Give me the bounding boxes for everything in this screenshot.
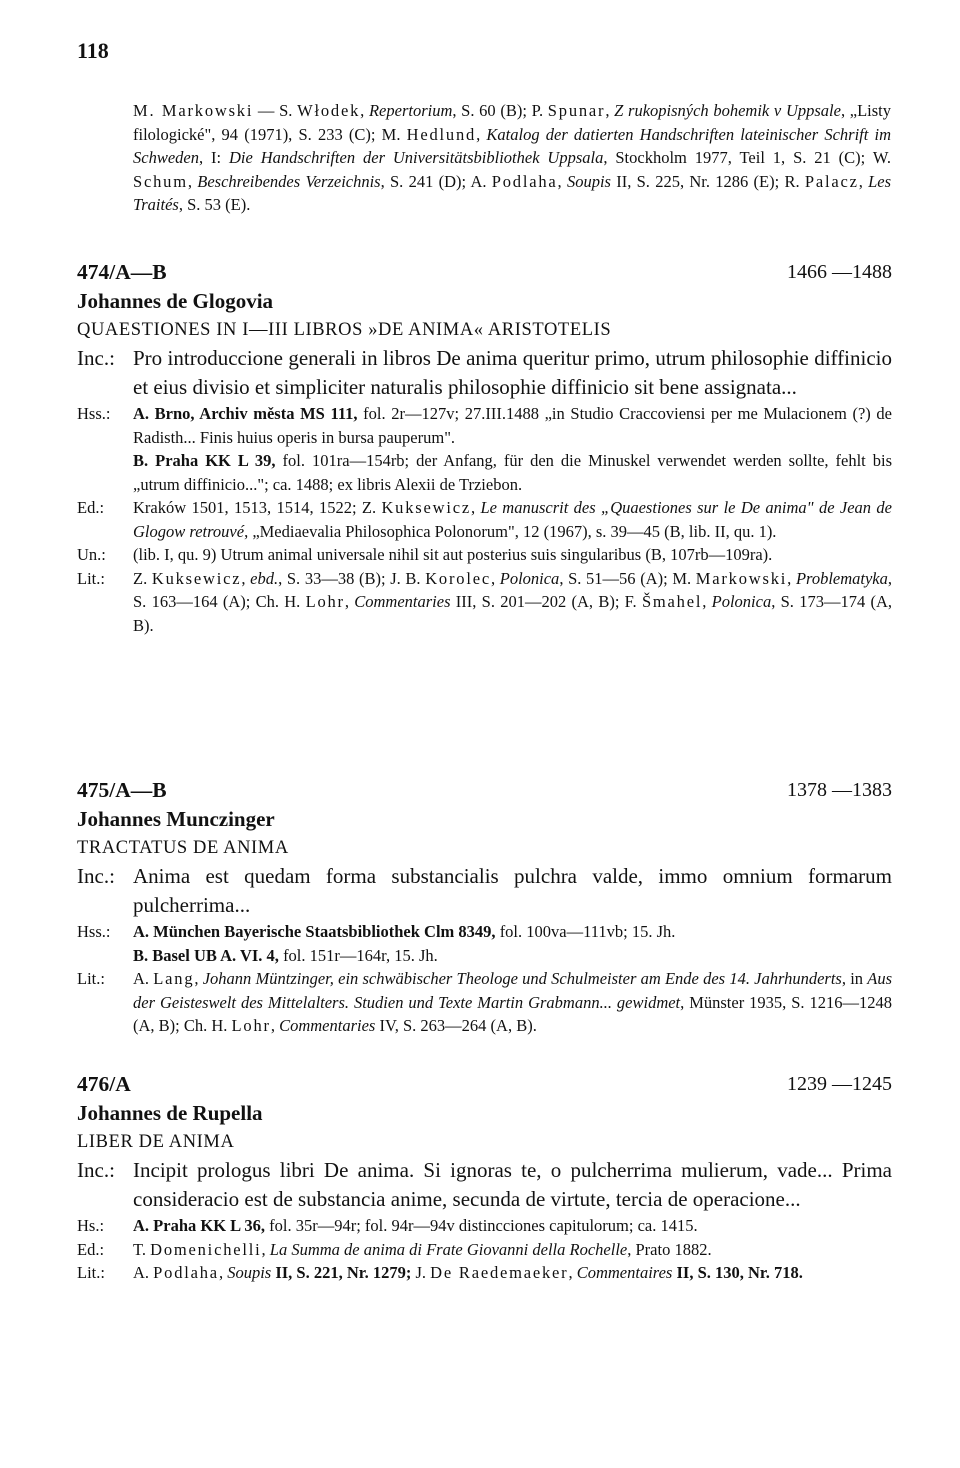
editions-text <box>133 496 892 543</box>
text: , Münster 1935, S. 1216—1248 (A, B); Ch. H. <box>133 992 892 1035</box>
text: , <box>261 1239 270 1259</box>
work-title: La Summa de anima di Frate Giovanni della Rochelle <box>269 1239 628 1259</box>
text: , <box>344 592 355 611</box>
work-title: Repertorium <box>368 101 453 120</box>
text: IV, S. 263—264 (A, B). <box>375 1016 537 1035</box>
text: Kraków 1501, 1513, 1514, 1522; Z. <box>133 498 382 517</box>
text: , S. 60 (B); P. <box>452 101 548 120</box>
text: , <box>360 101 369 120</box>
text: T. <box>133 1239 151 1259</box>
unedited-row <box>77 543 892 567</box>
entry-number: 476/A <box>77 1072 131 1096</box>
literature-label: Lit.: <box>77 969 105 988</box>
work-title: Z rukopisných bohemik v Uppsale <box>614 101 841 120</box>
entry-heading <box>77 258 892 286</box>
work-title: Le manuscrit des „Quaestiones sur le De anima" de Jean de Glogow retrouvé <box>133 498 892 541</box>
text: Z. <box>133 568 152 588</box>
incipit-text: Incipit prologus libri De anima. Si ignoras te, o pulcherrima mulierum, vade... Prima consideracio est de substancia anime, secunda de virtute, tercia de operacione... <box>133 1158 892 1211</box>
literature-label: Lit.: <box>77 1263 105 1282</box>
author: Lohr <box>305 592 345 611</box>
author: Schum <box>133 171 188 191</box>
entry-476 <box>77 1070 892 1285</box>
incipit-label: Inc.: <box>77 346 115 370</box>
manuscripts-row <box>77 920 892 967</box>
text: — S. <box>253 101 298 120</box>
work-title: ebd. <box>250 568 279 588</box>
shelfmark: A. München Bayerische Staatsbibliothek Clm 8349, <box>133 922 496 941</box>
page-number: 118 <box>77 38 109 63</box>
entry-475 <box>77 776 892 1038</box>
entry-number: 474/A—B <box>77 260 167 284</box>
text: fol. 100va—111vb; 15. Jh. <box>495 922 676 941</box>
entry-author: Johannes de Glogovia <box>77 289 274 313</box>
shelfmark: B. Basel UB A. VI. 4, <box>133 945 279 965</box>
intro-references <box>133 99 891 217</box>
text: , <box>218 1263 228 1282</box>
entry-heading <box>77 1070 892 1098</box>
text: , <box>858 171 869 191</box>
incipit-label: Inc.: <box>77 1158 115 1182</box>
text: , in <box>841 969 868 988</box>
text: , S. 241 (D); A. <box>380 171 492 191</box>
manuscripts-row <box>77 402 892 496</box>
incipit-text: Pro introduccione generali in libros De anima queritur primo, utrum philosophie diffinicio et eius divisio et simpliciter naturalis philosophie diffinicio sit bene assignata... <box>133 346 892 399</box>
text: fol. 2r—127v; 27.III.1488 „in Studio Craccoviensi per me Mulacionem (?) de Radisth... Finis huius operis in bursa pauperum". <box>133 404 892 447</box>
author: Markowski <box>695 568 788 588</box>
entry-title: TRACTATUS DE ANIMA <box>77 838 289 858</box>
entry-title: QUAESTIONES IN I—III LIBROS »DE ANIMA« ARISTOTELIS <box>77 320 612 340</box>
text: , S. 33—38 (B); J. B. <box>278 568 426 588</box>
manuscripts-text <box>133 402 892 496</box>
entry-heading <box>77 776 892 804</box>
manuscript-row <box>77 1214 892 1238</box>
entry-number: 475/A—B <box>77 778 167 802</box>
work-title: Die Handschriften der Universitätsbibliothek Uppsala <box>228 148 604 167</box>
text: II, S. 221, Nr. 1279; <box>271 1263 412 1282</box>
shelfmark: A. Brno, Archiv města MS 111, <box>133 404 358 423</box>
work-title: Commentaries <box>279 1016 376 1035</box>
work-title: Problematyka <box>795 568 888 588</box>
incipit-text: Anima est quedam forma substancialis pulchra valde, immo omnium formarum pulcherrima... <box>133 864 892 917</box>
manuscript-b <box>133 449 892 496</box>
text: , <box>476 124 487 144</box>
text: fol. 35r—94r; fol. 94r—94v distincciones capitulorum; ca. 1415. <box>265 1216 698 1235</box>
author: Hedlund <box>406 124 477 144</box>
text: , S. 163—164 (A); Ch. H. <box>133 568 893 611</box>
text: fol. 101ra—154rb; der Anfang, für den die Minuskel verwendet werden sollte, fehlt bis „utrum diffinicio..."; ca. 1488; ex libris Alexii de Trziebon. <box>133 451 892 494</box>
unedited-text: (lib. I, qu. 9) Utrum animal universale nihil sit aut posterius suis singularibus (B, 107rb—109ra). <box>133 545 773 564</box>
author: Korolec <box>425 568 491 588</box>
incipit-label: Inc.: <box>77 864 115 888</box>
manuscripts-label: Hss.: <box>77 404 111 423</box>
work-title: Polonica <box>711 592 772 611</box>
author: Kuksewicz <box>151 568 242 588</box>
text: , „Listy filologické", 94 (1971), S. 233 (C); M. <box>133 101 892 144</box>
editions-row <box>77 1238 892 1262</box>
literature-text <box>133 567 892 638</box>
incipit-row <box>77 862 892 920</box>
literature-label: Lit.: <box>77 568 105 588</box>
text: , <box>241 568 251 588</box>
text: , „Mediaevalia Philosophica Polonorum", 12 (1967), s. 39—45 (B, lib. II, qu. 1). <box>244 521 777 541</box>
text: A. <box>133 969 154 988</box>
entry-years: 1378 —1383 <box>787 779 892 801</box>
work-title: Commentaires <box>576 1263 673 1282</box>
author: Podlaha <box>491 171 558 191</box>
literature-row <box>77 567 892 638</box>
unedited-label: Un.: <box>77 545 106 564</box>
work-title: Johann Müntzinger, ein schwäbischer Theologe und Schulmeister am Ende des 14. Jahrhunderts <box>202 969 842 988</box>
text: , <box>605 101 615 120</box>
text: A. <box>133 1263 154 1282</box>
literature-row <box>77 967 892 1038</box>
entry-years: 1239 —1245 <box>787 1073 892 1095</box>
text: J. <box>411 1263 431 1282</box>
work-title: Aus der Geisteswelt des Mittelalters. Studien und Texte Martin Grabmann... gewidmet <box>133 969 893 1012</box>
author: M. Markowski <box>133 101 254 120</box>
manuscript-a <box>133 920 892 944</box>
text: , S. 51—56 (A); M. <box>559 568 696 588</box>
text: , <box>187 171 198 191</box>
text: , <box>702 592 712 611</box>
text: , <box>270 1016 280 1035</box>
shelfmark: B. Praha KK L 39, <box>133 451 276 470</box>
manuscript-label: Hs.: <box>77 1216 105 1235</box>
author: Podlaha <box>153 1263 219 1282</box>
text: III, S. 201—202 (A, B); F. <box>450 592 642 611</box>
text: , S. 173—174 (A, B). <box>133 592 892 635</box>
literature-text <box>133 1261 892 1285</box>
author: Lang <box>153 969 195 988</box>
text: , <box>490 568 500 588</box>
work-title: Polonica <box>499 568 560 588</box>
editions-text <box>133 1238 892 1262</box>
text: , S. 53 (E). <box>178 195 251 214</box>
work-title: Katalog der datierten Handschriften lateinischer Schrift im Schweden <box>133 124 892 167</box>
entry-author: Johannes Munczinger <box>77 807 275 831</box>
work-title: Commentaries <box>354 592 451 611</box>
author: De Raedemaeker <box>430 1263 569 1282</box>
incipit-row <box>77 344 892 402</box>
manuscript-b <box>133 944 892 968</box>
work-title: Soupis <box>566 171 611 191</box>
entry-474 <box>77 258 892 637</box>
text: , I: <box>198 148 229 167</box>
manuscript-a <box>133 402 892 449</box>
entry-years: 1466 —1488 <box>787 261 892 283</box>
text: , Stockholm 1977, Teil 1, S. 21 (C); W. <box>603 148 892 167</box>
text: , <box>470 498 481 517</box>
text: II, S. 225, Nr. 1286 (E); R. <box>610 171 805 191</box>
editions-row <box>77 496 892 543</box>
text: , <box>787 568 796 588</box>
text: , <box>194 969 203 988</box>
work-title: Soupis <box>227 1263 272 1282</box>
manuscripts-label: Hss.: <box>77 922 111 941</box>
author: Kuksewicz <box>381 498 471 517</box>
text: fol. 151r—164r, 15. Jh. <box>278 945 438 965</box>
incipit-row <box>77 1156 892 1214</box>
author: Lohr <box>231 1016 271 1035</box>
text: , <box>557 171 567 191</box>
literature-row <box>77 1261 892 1285</box>
work-title: Beschreibendes Verzeichnis <box>197 171 381 191</box>
entry-author: Johannes de Rupella <box>77 1101 263 1125</box>
editions-label: Ed.: <box>77 498 105 517</box>
manuscripts-text <box>133 920 892 967</box>
text: , Prato 1882. <box>627 1239 712 1259</box>
entry-title: LIBER DE ANIMA <box>77 1132 235 1152</box>
author: Šmahel <box>641 592 703 611</box>
text: II, S. 130, Nr. 718. <box>672 1263 803 1282</box>
literature-text <box>133 967 892 1038</box>
editions-label: Ed.: <box>77 1239 105 1259</box>
text: , <box>568 1263 577 1282</box>
shelfmark: A. Praha KK L 36, <box>133 1216 266 1235</box>
author: Spunar <box>547 101 606 120</box>
author: Włodek <box>297 101 361 120</box>
work-title: Les Traités <box>133 171 892 214</box>
manuscript-text <box>133 1214 892 1238</box>
author: Domenichelli <box>150 1239 262 1259</box>
author: Palacz <box>804 171 859 191</box>
